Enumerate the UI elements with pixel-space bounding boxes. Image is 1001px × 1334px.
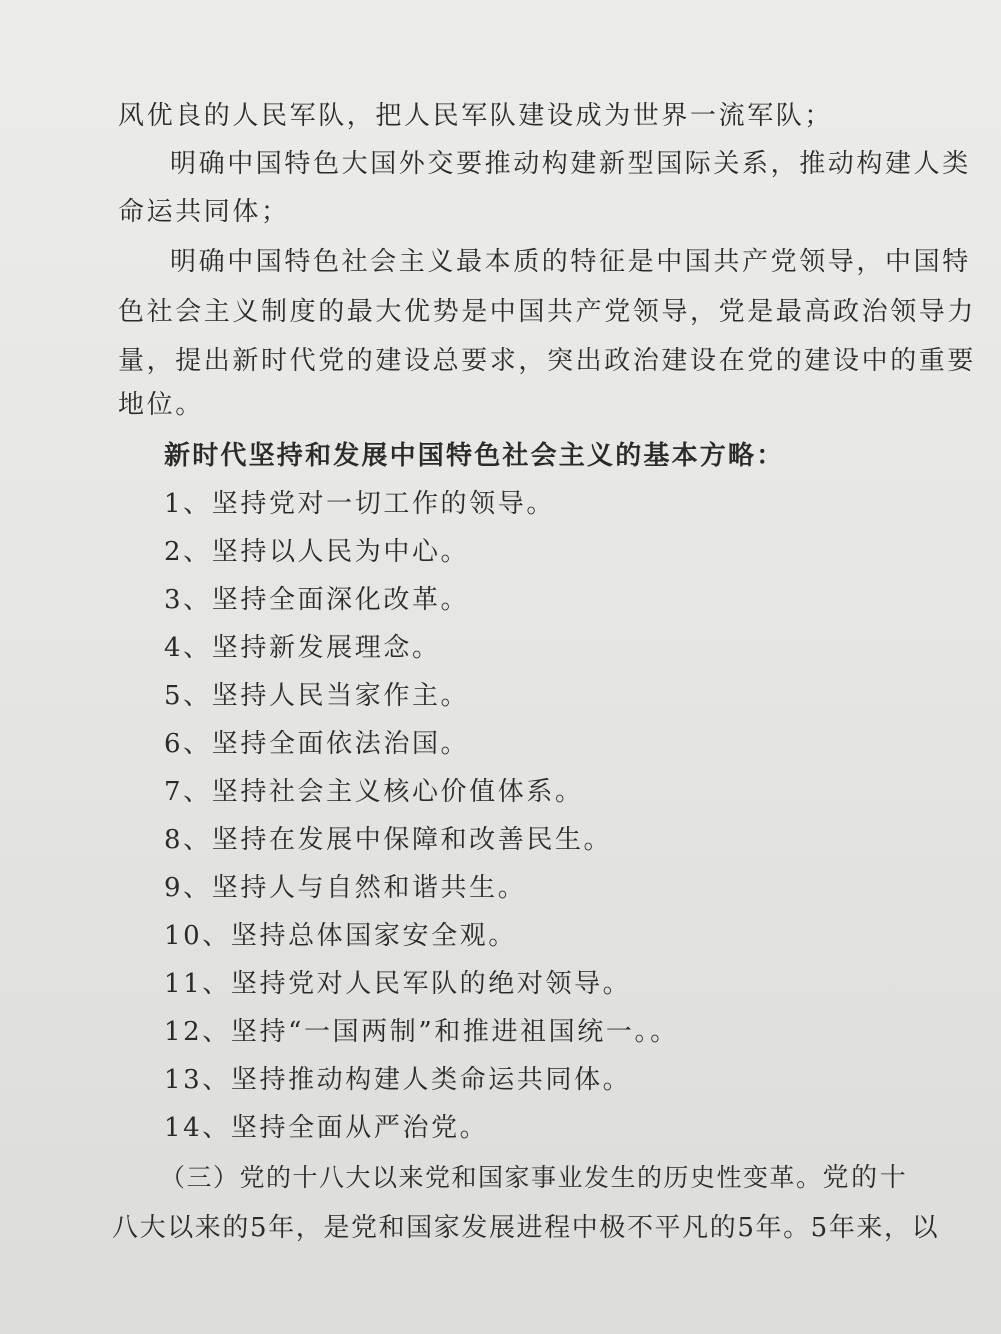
body-line: 八大以来的5年，是党和国家发展进程中极不平凡的5年。5年来，以 <box>112 1213 940 1243</box>
body-line: 命运共同体； <box>118 197 290 227</box>
body-line: 风优良的人民军队，把人民军队建设成为世界一流军队； <box>118 101 834 131</box>
list-item: 2、坚持以人民为中心。 <box>164 537 470 567</box>
list-item: 9、坚持人与自然和谐共生。 <box>164 873 527 903</box>
list-item: 8、坚持在发展中保障和改善民生。 <box>164 825 613 855</box>
body-line: 地位。 <box>118 390 204 420</box>
section-title: 新时代坚持和发展中国特色社会主义的基本方略： <box>164 441 785 471</box>
section-three-line <box>160 1158 908 1198</box>
list-item: 3、坚持全面深化改革。 <box>164 585 470 615</box>
body-line: 色社会主义制度的最大优势是中国共产党领导，党是最高政治领导力 <box>118 297 977 327</box>
list-item: 6、坚持全面依法治国。 <box>164 729 470 759</box>
list-item: 7、坚持社会主义核心价值体系。 <box>164 777 584 807</box>
section-three-heading: （三）党的十八大以来党和国家事业发生的历史性变革。 <box>160 1163 823 1192</box>
list-item: 4、坚持新发展理念。 <box>164 633 441 663</box>
body-line: 明确中国特色社会主义最本质的特征是中国共产党领导，中国特 <box>170 247 971 277</box>
list-item: 13、坚持推动构建人类命运共同体。 <box>164 1065 632 1095</box>
body-line: 量，提出新时代党的建设总要求，突出政治建设在党的建设中的重要 <box>118 346 977 376</box>
body-line: 明确中国特色大国外交要推动构建新型国际关系，推动构建人类 <box>170 149 971 179</box>
list-item: 11、坚持党对人民军队的绝对领导。 <box>164 969 632 999</box>
list-item: 5、坚持人民当家作主。 <box>164 681 470 711</box>
section-three-text: 党的十 <box>822 1163 909 1193</box>
list-item: 14、坚持全面从严治党。 <box>164 1113 489 1143</box>
list-item: 1、坚持党对一切工作的领导。 <box>164 489 555 519</box>
list-item: 10、坚持总体国家安全观。 <box>164 921 517 951</box>
list-item: 12、坚持“一国两制”和推进祖国统一。。 <box>164 1017 679 1047</box>
